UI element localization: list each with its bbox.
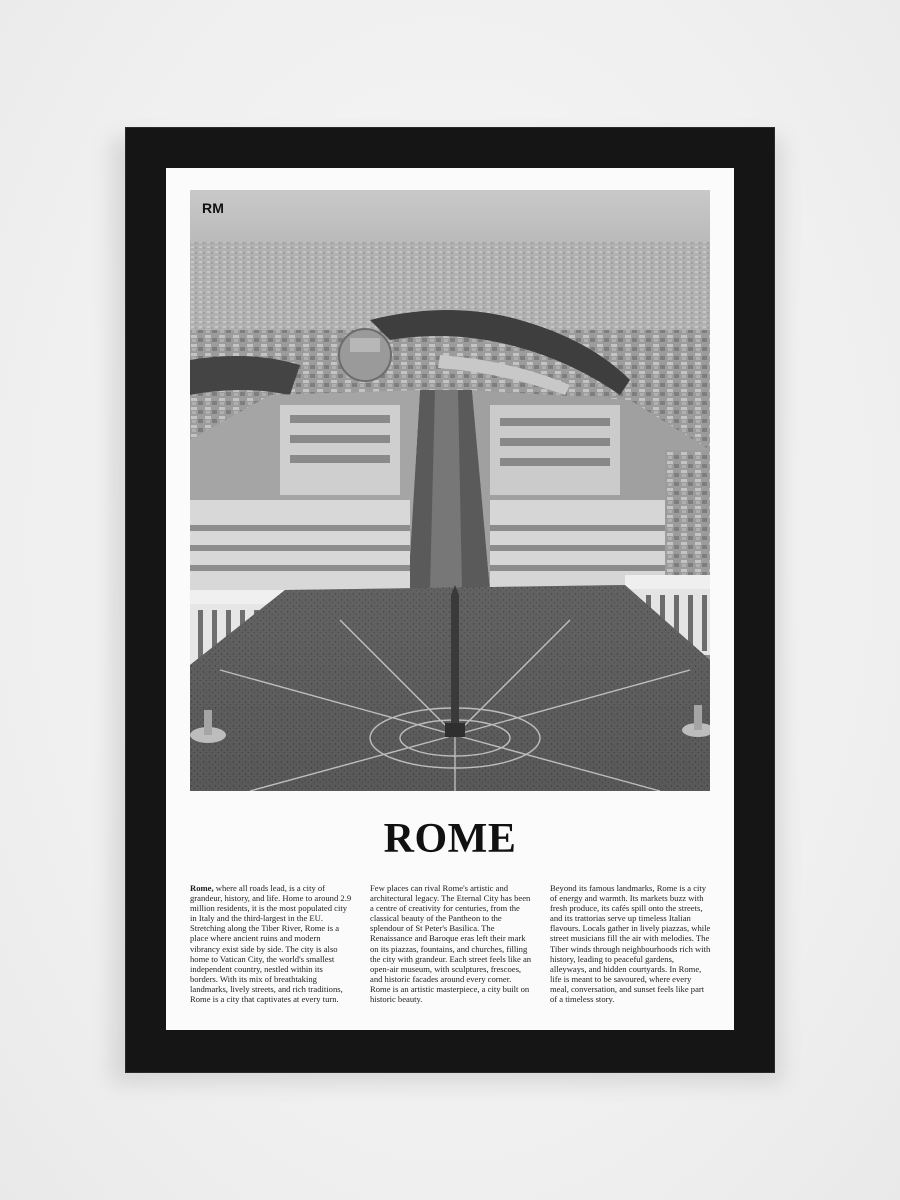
column-body: Beyond its famous landmarks, Rome is a city of energy and warmth. Its markets buzz with fresh produce, its cafés spill onto the streets, and its trattorias serve up timeless Italian flavours. Locals gather in lively piazzas, while street musicians fill the air with melodies. The Tiber winds through neighbourhoods rich with history, leading to peaceful gardens, alleyways, and hidden courtyards. In Rome, life is meant to be savoured, where every meal, conversation, and sunset feels like part of a timeless story. <box>550 883 711 1005</box>
monogram: RM <box>202 200 225 216</box>
column-body: Few places can rival Rome's artistic and architectural legacy. The Eternal City has been a centre of creativity for centuries, from the classical beauty of the Pantheon to the splendour of St Peter's Basilica. The Renaissance and Baroque eras left their mark on its piazzas, fountains, and churches, filling the city with grandeur. Each street feels like an open-air museum, with sculptures, frescoes, and historic facades around every corner. Rome is an artistic masterpiece, a city built on historic beauty. <box>370 883 532 1005</box>
text-column-3 <box>550 883 712 1004</box>
text-column-1 <box>190 883 352 1004</box>
photo-illustration <box>190 190 710 791</box>
rome-aerial-photo <box>190 190 710 791</box>
text-column-2 <box>370 883 532 1004</box>
poster-title: ROME <box>383 816 517 862</box>
column-body: where all roads lead, is a city of grandeur, history, and life. Home to around 2.9 million residents, it is the most populated city in Italy and the third-largest in the EU. Stretching along the Tiber River, Rome is a place where ancient ruins and modern vibrancy exist side by side. The city is also home to Vatican City, the world's smallest independent country, nestled within its borders. With its mix of breathtaking landmarks, lively streets, and rich traditions, Rome is a city that captivates at every turn. <box>190 883 352 1005</box>
column-lead: Rome, <box>190 883 214 893</box>
